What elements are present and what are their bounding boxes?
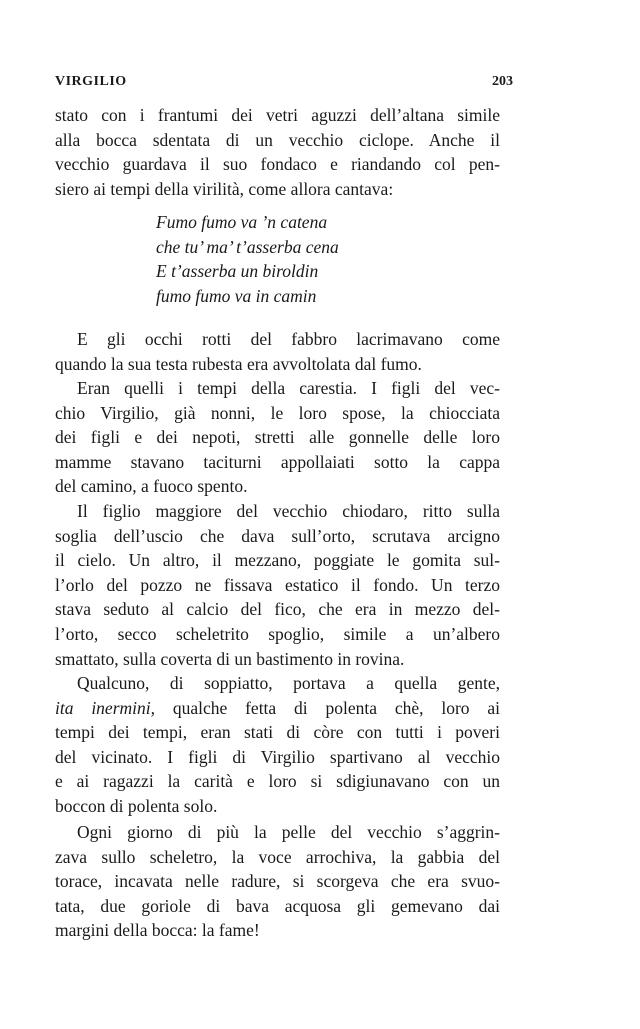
text-line: Eran quelli i tempi della carestia. I figli del vec- (77, 378, 500, 398)
text-line: margini della bocca: la fame! (55, 920, 260, 941)
running-header (55, 74, 513, 94)
text-line: il cielo. Un altro, il mezzano, poggiate le gomita sul- (55, 550, 500, 571)
paragraph-sons (55, 499, 500, 671)
text-line: l’orlo del pozzo ne fissava estatico il fondo. Un terzo (55, 574, 500, 595)
poem-verse: che tu’ ma’ t’asserba cena (156, 236, 339, 257)
text-line: dei figli e dei nepoti, stretti alle gonnelle delle loro (55, 427, 500, 448)
text-line: zava sullo scheletro, la voce arrochiva, la gabbia del (55, 846, 500, 867)
text-line: chio Virgilio, già nonni, le loro spose, la chiocciata (55, 402, 500, 423)
poem-stanza (156, 210, 339, 308)
poem-verse: fumo fumo va in camin (156, 285, 317, 306)
text-line: torace, incavata nelle radure, si scorgeva che era svuo- (55, 871, 500, 892)
text-line: Qualcuno, di soppiatto, portava a quella gente, (77, 673, 500, 693)
text-line: alla bocca sdentata di un vecchio ciclope. Anche il (55, 129, 500, 150)
text-line: del vicinato. I figli di Virgilio spartivano al vecchio (55, 746, 500, 767)
text-line: Ogni giorno di più la pelle del vecchio s’aggrin- (77, 822, 500, 842)
poem-verse: E t’asserba un biroldin (156, 261, 319, 282)
text-line: l’orto, secco scheletrito spoglio, simile a un’albero (55, 623, 500, 644)
page-number: 203 (492, 74, 513, 89)
poem-verse: Fumo fumo va ’n catena (156, 212, 328, 232)
text-line: mamme stavano taciturni appollaiati sotto la cappa (55, 451, 500, 472)
paragraph-hunger (55, 820, 500, 943)
text-line: quando la sua testa rubesta era avvoltolata dal fumo. (55, 353, 422, 374)
paragraph-charity (55, 671, 500, 819)
text-line: Il figlio maggiore del vecchio chiodaro, ritto sulla (77, 501, 500, 521)
text-line: vecchio guardava il suo fondaco e riandando col pen- (55, 154, 500, 175)
paragraph-famine (55, 376, 500, 499)
text-line: tata, due goriole di bava acquosa gli gemevano dai (55, 895, 500, 916)
text-line (55, 696, 500, 721)
text-line: stava seduto al calcio del fico, che era in mezzo del- (55, 599, 500, 620)
paragraph-smoke (55, 327, 500, 376)
latin-phrase: ita inermini, (55, 697, 155, 718)
text-line: E gli occhi rotti del fabbro lacrimavano come (77, 329, 500, 349)
text-line: siero ai tempi della virilità, come allora cantava: (55, 178, 394, 199)
text-line: soglia dell’uscio che dava sull’orto, scrutava arcigno (55, 525, 500, 546)
text-line: boccon di polenta solo. (55, 795, 218, 816)
text-line: e ai ragazzi la carità e loro si sdigiunavano con un (55, 771, 500, 792)
chapter-title: VIRGILIO (55, 74, 127, 89)
text-line: tempi dei tempi, eran stati di còre con tutti i poveri (55, 722, 500, 743)
opening-paragraph (55, 103, 500, 201)
text-line: stato con i frantumi dei vetri aguzzi dell’altana simile (55, 105, 500, 125)
text-line: del camino, a fuoco spento. (55, 476, 248, 497)
text-line: smattato, sulla coverta di un bastimento in rovina. (55, 648, 405, 669)
text-fragment: qualche fetta di polenta chè, loro ai (155, 697, 500, 718)
